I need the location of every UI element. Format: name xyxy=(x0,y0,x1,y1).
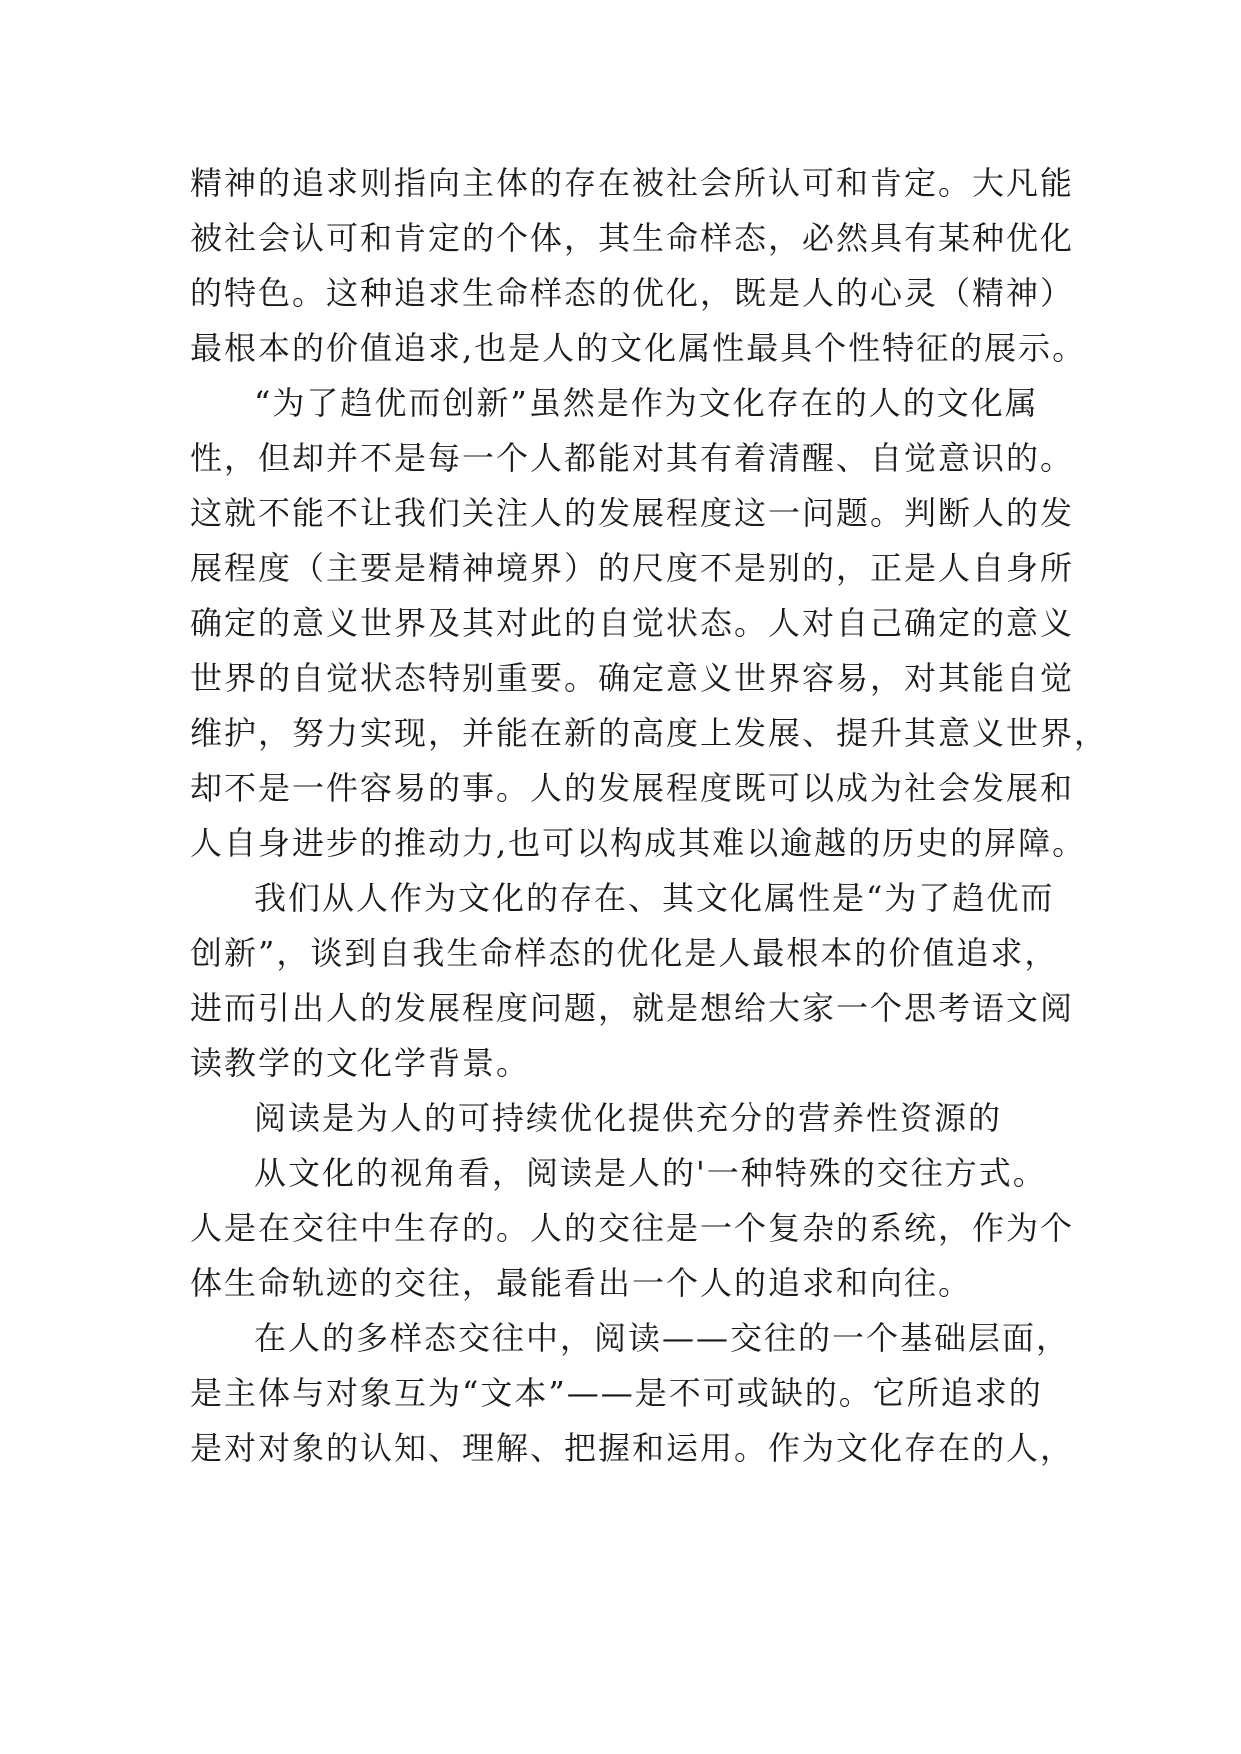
text-line: 世界的自觉状态特别重要。确定意义世界容易，对其能自觉 xyxy=(190,659,1075,697)
text-line: 被社会认可和肯定的个体，其生命样态，必然具有某种优化 xyxy=(190,219,1075,257)
text-line: 是主体与对象互为“文本”——是不可或缺的。它所追求的 xyxy=(190,1374,1043,1412)
section-heading: 阅读是为人的可持续优化提供充分的营养性资源的 xyxy=(254,1099,1003,1137)
text-line: 人自身进步的推动力,也可以构成其难以逾越的历史的屏障。 xyxy=(190,824,1087,862)
text-line: 却不是一件容易的事。人的发展程度既可以成为社会发展和 xyxy=(190,769,1075,807)
text-line: 展程度（主要是精神境界）的尺度不是别的，正是人自身所 xyxy=(190,549,1075,587)
paragraph-start-line: 从文化的视角看，阅读是人的'一种特殊的交往方式。 xyxy=(254,1154,1047,1192)
text-line: 这就不能不让我们关注人的发展程度这一问题。判断人的发 xyxy=(190,494,1075,532)
text-line: 人是在交往中生存的。人的交往是一个复杂的系统，作为个 xyxy=(190,1209,1075,1247)
paragraph-start-line: 我们从人作为文化的存在、其文化属性是“为了趋优而 xyxy=(254,879,1055,917)
paragraph-start-line: 在人的多样态交往中，阅读——交往的一个基础层面， xyxy=(254,1319,1071,1357)
text-line: 性，但却并不是每一个人都能对其有着清醒、自觉意识的。 xyxy=(190,439,1075,477)
text-line: 体生命轨迹的交往，最能看出一个人的追求和向往。 xyxy=(190,1264,973,1302)
text-line: 确定的意义世界及其对此的自觉状态。人对自己确定的意义 xyxy=(190,604,1075,642)
text-line: 读教学的文化学背景。 xyxy=(190,1044,531,1082)
text-line: 维护，努力实现，并能在新的高度上发展、提升其意义世界， xyxy=(190,714,1109,752)
text-line: 最根本的价值追求,也是人的文化属性最具个性特征的展示。 xyxy=(190,329,1087,367)
text-line: 的特色。这种追求生命样态的优化，既是人的心灵（精神） xyxy=(190,274,1075,312)
text-line: 创新”，谈到自我生命样态的优化是人最根本的价值追求， xyxy=(190,934,1059,972)
text-line: 是对对象的认知、理解、把握和运用。作为文化存在的人， xyxy=(190,1429,1075,1467)
text-line: 进而引出人的发展程度问题，就是想给大家一个思考语文阅 xyxy=(190,989,1075,1027)
paragraph-start-line: “为了趋优而创新”虽然是作为文化存在的人的文化属 xyxy=(254,384,1039,422)
text-line: 精神的追求则指向主体的存在被社会所认可和肯定。大凡能 xyxy=(190,164,1075,202)
